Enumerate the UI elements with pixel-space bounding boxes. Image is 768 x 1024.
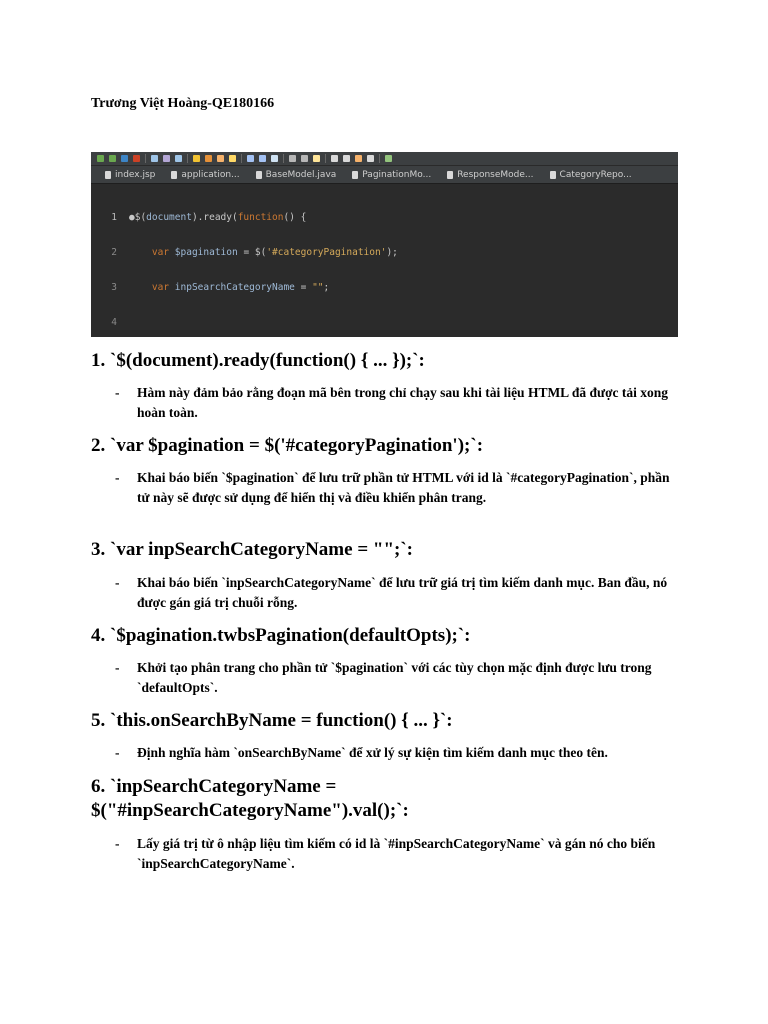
tab-categoryrepository[interactable]: CategoryRepo... (542, 166, 640, 183)
section-bullet-3 (115, 573, 680, 612)
coverage-icon (121, 155, 128, 162)
section-bullet-2 (115, 468, 680, 507)
bullet-marker: - (115, 745, 120, 760)
toolbar-divider (187, 154, 188, 163)
file-icon (105, 171, 111, 179)
bullet-marker: - (115, 470, 120, 485)
bullet-text: Định nghĩa hàm `onSearchByName` để xử lý sự kiện tìm kiếm danh mục theo tên. (137, 745, 608, 760)
toolbar-divider (145, 154, 146, 163)
editor-tabs (91, 166, 678, 184)
prev-annotation-icon (289, 155, 296, 162)
section-heading-3: 3. `var inpSearchCategoryName = "";`: (91, 539, 413, 560)
section-heading-6: 6. `inpSearchCategoryName = $("#inpSearchCategoryName").val();`: (91, 776, 409, 821)
toolbar-divider (379, 154, 380, 163)
brush-icon (217, 155, 224, 162)
tab-paginationmodel[interactable]: PaginationMo... (344, 166, 439, 183)
package-icon (205, 155, 212, 162)
toolbar-divider (241, 154, 242, 163)
line-number: 2 (111, 246, 117, 258)
bullet-marker: - (115, 575, 120, 590)
bookmark-icon (259, 155, 266, 162)
new-icon (151, 155, 158, 162)
section-bullet-5 (115, 743, 680, 763)
code-area (91, 184, 678, 337)
toolbar-divider (325, 154, 326, 163)
bullet-text: Khai báo biến `$pagination` để lưu trữ phần tử HTML với id là `#categoryPagination`, phần tử này sẽ được sử dụng để hiển thị và điều khiển phân trang. (137, 470, 670, 505)
task-icon (271, 155, 278, 162)
section-bullet-1 (115, 383, 680, 422)
java-file-icon (256, 171, 262, 179)
code-line (91, 317, 678, 329)
bullet-text: Hàm này đảm bảo rằng đoạn mã bên trong chỉ chạy sau khi tài liệu HTML đã được tải xong hoàn toàn. (137, 385, 669, 420)
navigate-icon (367, 155, 374, 162)
tab-application[interactable]: application... (163, 166, 247, 183)
code-editor-screenshot (91, 152, 678, 337)
highlight-icon (229, 155, 236, 162)
line-number: 3 (111, 281, 117, 293)
bullet-marker: - (115, 660, 120, 675)
java-file-icon (352, 171, 358, 179)
toolbar-divider (283, 154, 284, 163)
line-number: 4 (111, 316, 117, 328)
bullet-marker: - (115, 836, 120, 851)
open-icon (163, 155, 170, 162)
section-bullet-4 (115, 658, 680, 697)
section-heading-5: 5. `this.onSearchByName = function() { ... }`: (91, 710, 453, 731)
tab-basemodel[interactable]: BaseModel.java (248, 166, 345, 183)
section-heading-4: 4. `$pagination.twbsPagination(defaultOpts);`: (91, 625, 471, 646)
bulb-icon (313, 155, 320, 162)
section-bullet-6 (115, 834, 680, 873)
tab-index-jsp[interactable]: index.jsp (91, 166, 163, 183)
author-name: Trương Việt Hoàng-QE180166 (91, 96, 275, 111)
code-line: 2 var $pagination = $('#categoryPagination'); (91, 247, 678, 259)
java-file-icon (550, 171, 556, 179)
next-annotation-icon (301, 155, 308, 162)
bullet-text: Khởi tạo phân trang cho phần tử `$pagination` với các tùy chọn mặc định được lưu trong `defaultOpts`. (137, 660, 652, 695)
code-line: 3 var inpSearchCategoryName = ""; (91, 282, 678, 294)
code-line: 1 ●$(document).ready(function() { (91, 212, 678, 224)
section-heading-1: 1. `$(document).ready(function() { ... });`: (91, 350, 425, 371)
bullet-marker: - (115, 385, 120, 400)
stop-icon (133, 155, 140, 162)
save-icon (175, 155, 182, 162)
file-icon (171, 171, 177, 179)
search-icon (247, 155, 254, 162)
last-edit-icon (355, 155, 362, 162)
debug-icon (109, 155, 116, 162)
ide-toolbar (91, 152, 678, 166)
perspective-icon (385, 155, 392, 162)
bullet-text: Lấy giá trị từ ô nhập liệu tìm kiếm có id là `#inpSearchCategoryName` và gán nó cho biến `inpSearchCategoryName`. (137, 836, 656, 871)
forward-arrow-icon (343, 155, 350, 162)
run-icon (97, 155, 104, 162)
line-number: 1 (111, 212, 117, 224)
section-heading-2: 2. `var $pagination = $('#categoryPagination');`: (91, 435, 484, 456)
folder-icon (193, 155, 200, 162)
tab-responsemodel[interactable]: ResponseMode... (439, 166, 541, 183)
java-file-icon (447, 171, 453, 179)
back-arrow-icon (331, 155, 338, 162)
bullet-text: Khai báo biến `inpSearchCategoryName` để lưu trữ giá trị tìm kiếm danh mục. Ban đầu, nó được gán giá trị chuỗi rỗng. (137, 575, 668, 610)
